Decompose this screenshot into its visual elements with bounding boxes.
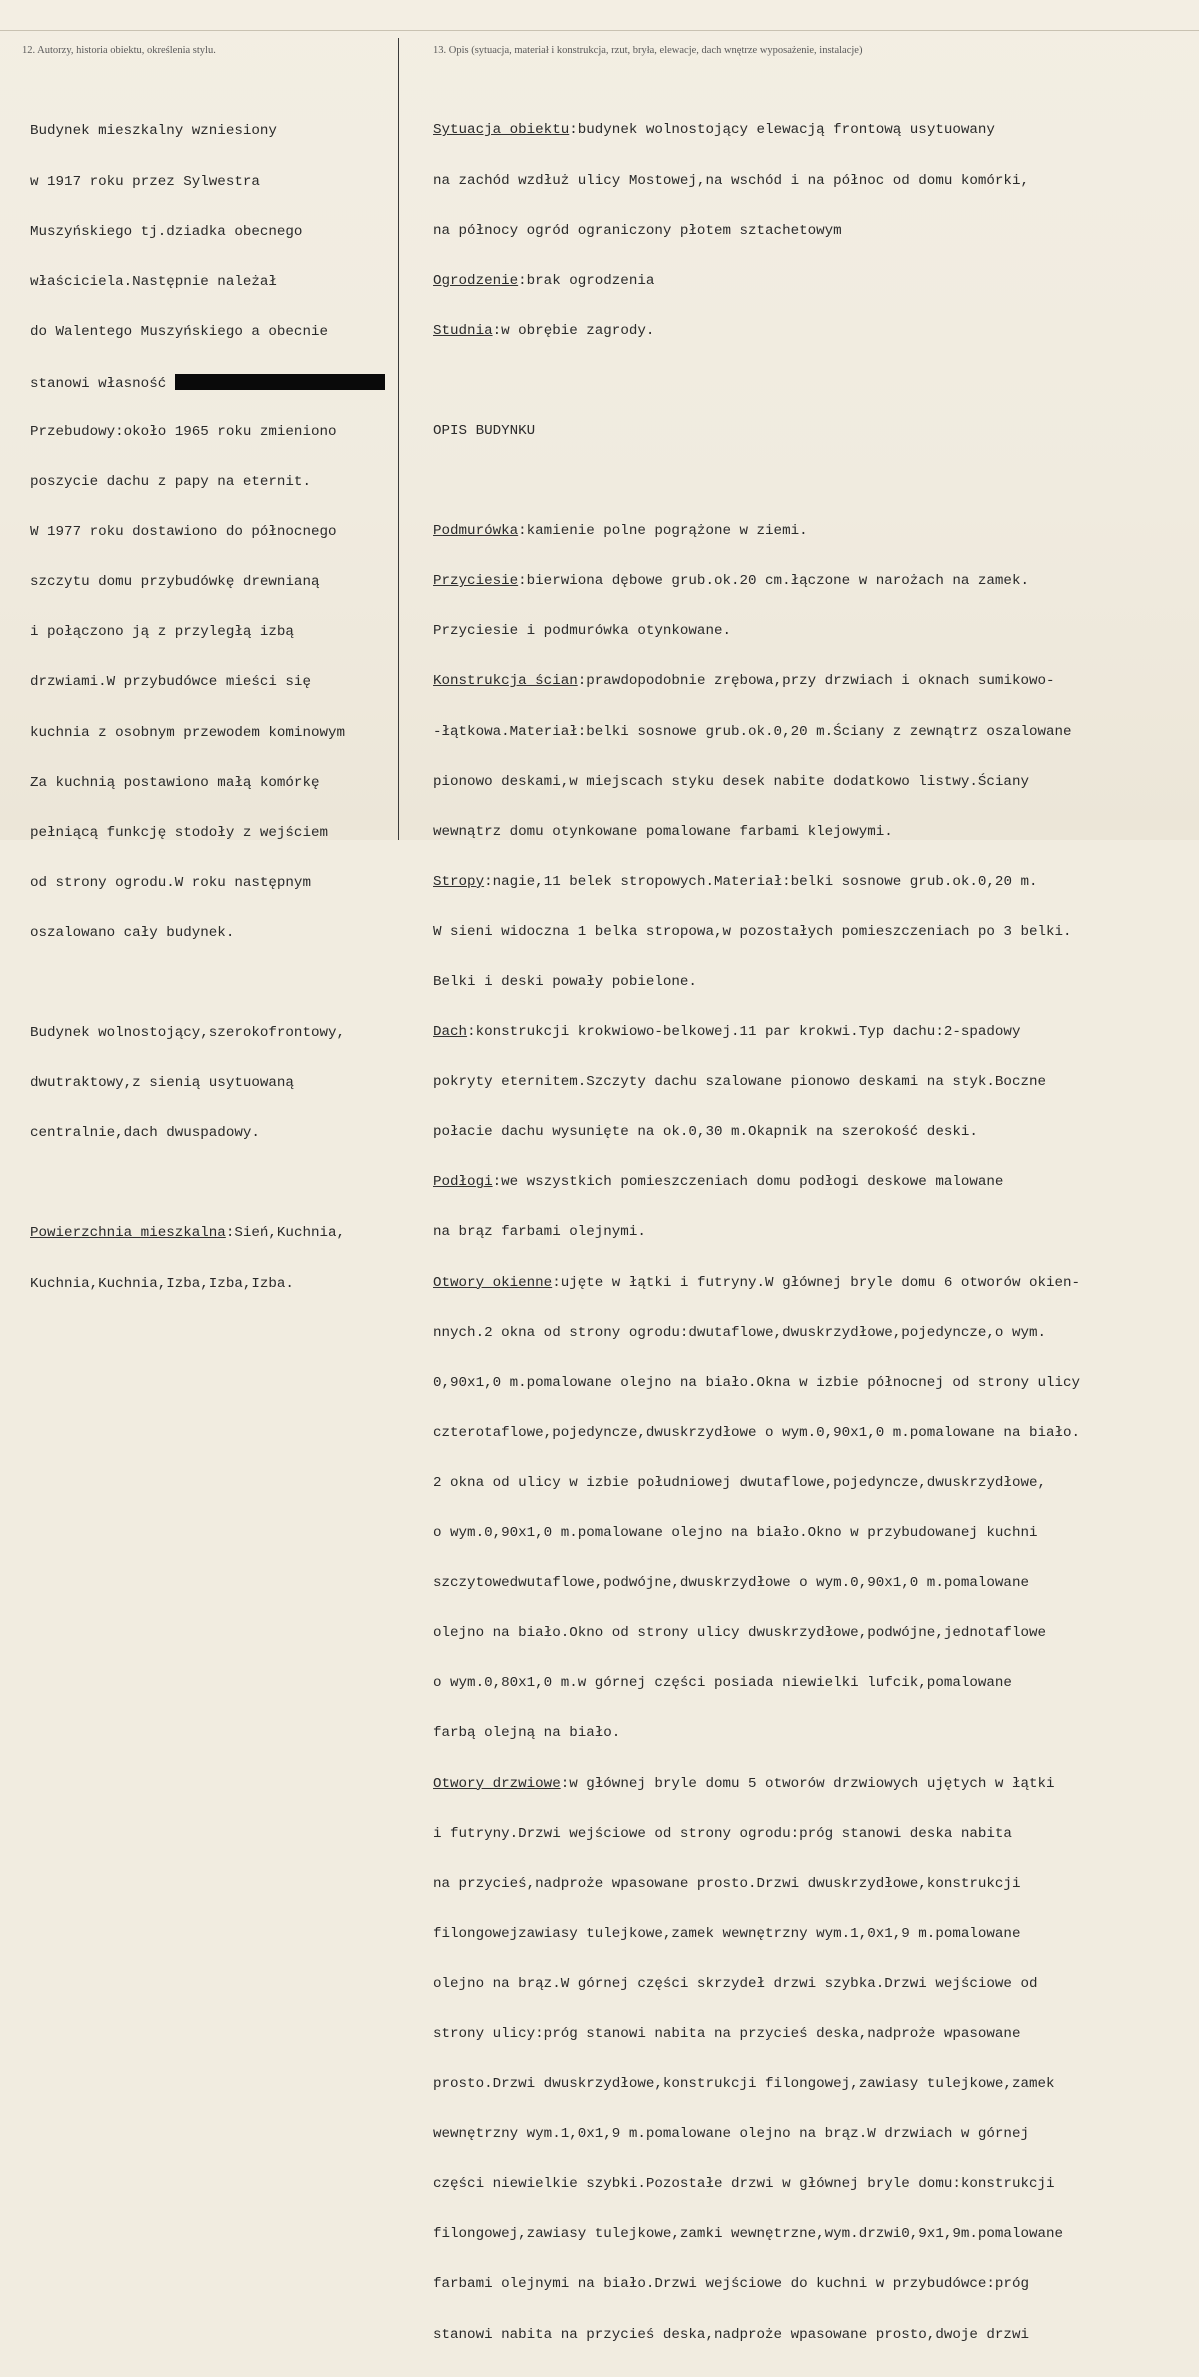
section-title: OPIS BUDYNKU [433, 422, 536, 439]
roof-label: Dach [433, 1024, 468, 1041]
well-line [433, 323, 1199, 340]
doors-label: Otwory drzwiowe [433, 1775, 561, 1792]
doors-line: stanowi nabita na przycieś deska,nadproże wpasowane prosto,dwoje drzwi [433, 2326, 1029, 2343]
style-line: dwutraktowy,z sienią usytuowaną [30, 1075, 294, 1092]
history-line: pełniącą funkcję stodoły z wejściem [30, 824, 328, 841]
ceiling-label: Stropy [433, 873, 485, 890]
foundation-line [433, 523, 1199, 540]
history-line: W 1977 roku dostawiono do północnego [30, 524, 337, 541]
history-line: Za kuchnią postawiono małą komórkę [30, 774, 320, 791]
ceiling-line [433, 874, 1199, 891]
sill-line [433, 573, 1199, 590]
situation-line [433, 122, 1199, 139]
doors-line: wewnętrzny wym.1,0x1,9 m.pomalowane olejno na brąz.W drzwiach w górnej [433, 2126, 1029, 2143]
redaction-bar [175, 374, 385, 390]
doors-line: filongowejzawiasy tulejkowe,zamek wewnętrzny wym.1,0x1,9 m.pomalowane [433, 1925, 1021, 1942]
history-line: szczytu domu przybudówkę drewnianą [30, 574, 320, 591]
roof-line: połacie dachu wysunięte na ok.0,30 m.Okapnik na szerokość deski. [433, 1124, 978, 1141]
history-line: właściciela.Następnie należał [30, 273, 277, 290]
area-line: Kuchnia,Kuchnia,Izba,Izba,Izba. [30, 1275, 294, 1292]
walls-label: Konstrukcja ścian [433, 673, 578, 690]
column-divider [398, 38, 399, 840]
windows-text: :ujęte w łątki i futryny.W głównej bryle domu 6 otworów okien- [552, 1274, 1081, 1291]
doors-line [433, 1776, 1199, 1793]
floors-label: Podłogi [433, 1174, 493, 1191]
walls-line: wewnątrz domu otynkowane pomalowane farbami klejowymi. [433, 823, 893, 840]
history-line: drzwiami.W przybudówce mieści się [30, 674, 311, 691]
history-line: i połączono ją z przyległą izbą [30, 624, 294, 641]
doors-line: strony ulicy:próg stanowi nabita na przycieś deska,nadproże wpasowane [433, 2025, 1021, 2042]
foundation-text: :kamienie polne pogrążone w ziemi. [518, 523, 808, 540]
area-line [30, 1225, 395, 1242]
walls-line: pionowo deskami,w miejscach styku desek nabite dodatkowo listwy.Ściany [433, 773, 1029, 790]
sill-line: Przyciesie i podmurówka otynkowane. [433, 623, 731, 640]
roof-line: pokryty eternitem.Szczyty dachu szalowane pionowo deskami na styk.Boczne [433, 1074, 1046, 1091]
style-line: Budynek wolnostojący,szerokofrontowy, [30, 1025, 346, 1042]
ceiling-line: Belki i deski powały pobielone. [433, 974, 697, 990]
sill-text: :bierwiona dębowe grub.ok.20 cm.łączone w narożach na zamek. [518, 573, 1029, 590]
fence-text: :brak ogrodzenia [518, 272, 655, 289]
roof-text: :konstrukcji krokwiowo-belkowej.11 par krokwi.Typ dachu:2-spadowy [467, 1024, 1021, 1041]
situation-line: na zachód wzdłuż ulicy Mostowej,na wschód i na północ od domu komórki, [433, 172, 1029, 189]
doors-line: filongowej,zawiasy tulejkowe,zamki wewnętrzne,wym.drzwi0,9x1,9m.pomalowane [433, 2226, 1064, 2243]
windows-line: czterotaflowe,pojedyncze,dwuskrzydłowe o wym.0,90x1,0 m.pomalowane na biało. [433, 1424, 1081, 1441]
doors-line: części niewielkie szybki.Pozostałe drzwi w głównej bryle domu:konstrukcji [433, 2176, 1055, 2193]
description-column [433, 89, 1199, 2377]
windows-line [433, 1275, 1199, 1292]
sill-label: Przyciesie [433, 573, 519, 590]
doors-line: i futryny.Drzwi wejściowe od strony ogrodu:próg stanowi deska nabita [433, 1825, 1012, 1842]
walls-line [433, 673, 1199, 690]
doors-line: olejno na brąz.W górnej części skrzydeł drzwi szybka.Drzwi wejściowe od [433, 1975, 1038, 1992]
history-line: poszycie dachu z papy na eternit. [30, 474, 311, 491]
windows-label: Otwory okienne [433, 1274, 553, 1291]
top-rule [0, 30, 1199, 31]
fence-line [433, 273, 1199, 290]
doors-line: farbami olejnymi na biało.Drzwi wejściowe do kuchni w przybudówce:próg [433, 2276, 1029, 2293]
doors-line: na przycieś,nadproże wpasowane prosto.Drzwi dwuskrzydłowe,konstrukcji [433, 1875, 1021, 1892]
history-line: Przebudowy:około 1965 roku zmieniono [30, 423, 337, 440]
history-line-owner [30, 374, 395, 391]
foundation-label: Podmurówka [433, 523, 519, 540]
well-label: Studnia [433, 322, 493, 339]
windows-line: nnych.2 okna od strony ogrodu:dwutaflowe,dwuskrzydłowe,pojedyncze,o wym. [433, 1324, 1046, 1341]
ceiling-text: :nagie,11 belek stropowych.Materiał:belki sosnowe grub.ok.0,20 m. [484, 873, 1038, 890]
windows-line: olejno na biało.Okno od strony ulicy dwuskrzydłowe,podwójne,jednotaflowe [433, 1625, 1046, 1642]
owner-label: stanowi własność [30, 375, 167, 392]
history-line: w 1917 roku przez Sylwestra [30, 173, 260, 190]
history-line: do Walentego Muszyńskiego a obecnie [30, 323, 328, 340]
ceiling-line: W sieni widoczna 1 belka stropowa,w pozostałych pomieszczeniach po 3 belki. [433, 923, 1072, 940]
history-column [30, 90, 395, 1326]
fence-label: Ogrodzenie [433, 272, 519, 289]
history-line: oszalowano cały budynek. [30, 924, 235, 941]
floors-line: na brąz farbami olejnymi. [433, 1224, 646, 1241]
floors-line [433, 1174, 1199, 1191]
history-line: kuchnia z osobnym przewodem kominowym [30, 724, 346, 741]
doors-text: :w głównej bryle domu 5 otworów drzwiowych ujętych w łątki [560, 1775, 1055, 1792]
walls-text: :prawdopodobnie zrębowa,przy drzwiach i oknach sumikowo- [577, 673, 1055, 690]
situation-line: na północy ogród ograniczony płotem sztachetowym [433, 222, 842, 239]
windows-line: 2 okna od ulicy w izbie południowej dwutaflowe,pojedyncze,dwuskrzydłowe, [433, 1474, 1046, 1491]
history-line: Budynek mieszkalny wzniesiony [30, 123, 277, 140]
situation-label: Sytuacja obiektu [433, 122, 570, 139]
style-line: centralnie,dach dwuspadowy. [30, 1125, 260, 1142]
area-label: Powierzchnia mieszkalna [30, 1225, 226, 1242]
floors-text: :we wszystkich pomieszczeniach domu podłogi deskowe malowane [492, 1174, 1004, 1191]
well-text: :w obrębie zagrody. [492, 322, 655, 339]
right-column-header: 13. Opis (sytuacja, materiał i konstrukcja, rzut, bryła, elewacje, dach wnętrze wyposażenie, instalacje) [433, 45, 863, 56]
left-column-header: 12. Autorzy, historia obiektu, określenia stylu. [22, 45, 216, 56]
situation-text: :budynek wolnostojący elewacją frontową usytuowany [569, 122, 995, 139]
windows-line: szczytowedwutaflowe,podwójne,dwuskrzydłowe o wym.0,90x1,0 m.pomalowane [433, 1575, 1029, 1592]
walls-line: -łątkowa.Materiał:belki sosnowe grub.ok.0,20 m.Ściany z zewnątrz oszalowane [433, 723, 1072, 740]
history-line: od strony ogrodu.W roku następnym [30, 874, 311, 891]
windows-line: farbą olejną na biało. [433, 1725, 621, 1742]
history-line: Muszyńskiego tj.dziadka obecnego [30, 223, 303, 240]
doors-line: prosto.Drzwi dwuskrzydłowe,konstrukcji filongowej,zawiasy tulejkowe,zamek [433, 2076, 1055, 2093]
windows-line: o wym.0,80x1,0 m.w górnej części posiada niewielki lufcik,pomalowane [433, 1675, 1012, 1692]
windows-line: 0,90x1,0 m.pomalowane olejno na biało.Okna w izbie północnej od strony ulicy [433, 1374, 1081, 1391]
windows-line: o wym.0,90x1,0 m.pomalowane olejno na biało.Okno w przybudowanej kuchni [433, 1525, 1038, 1542]
area-text: :Sień,Kuchnia, [225, 1225, 346, 1242]
roof-line [433, 1024, 1199, 1041]
